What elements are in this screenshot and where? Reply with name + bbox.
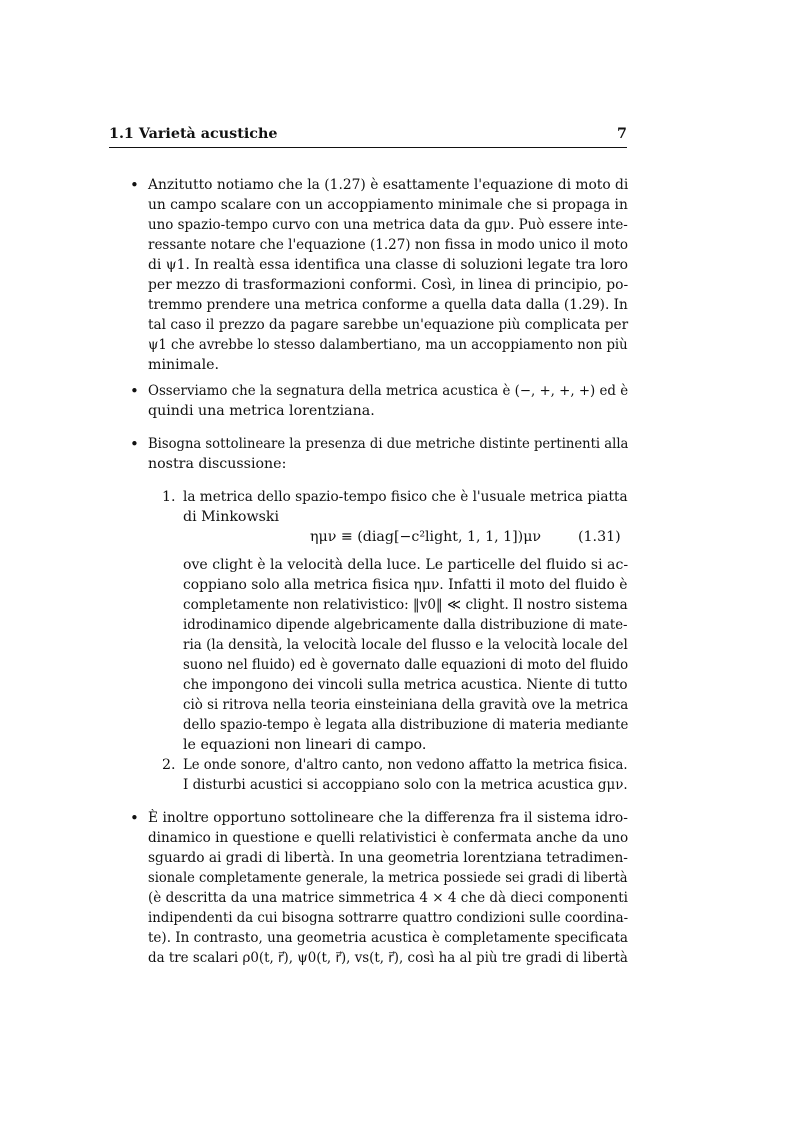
text-line: dinamico in questione e quelli relativistici è confermata anche da uno	[148, 830, 629, 846]
running-header	[109, 124, 627, 144]
text-line: di Minkowski	[183, 509, 280, 525]
text-line: completamente non relativistico: ‖v0‖ ≪ clight. Il nostro sistema	[183, 597, 628, 613]
text-line: Le onde sonore, d'altro canto, non vedono affatto la metrica fisica.	[183, 757, 628, 773]
section-title: 1.1 Varietà acustiche	[109, 126, 278, 142]
text-line: da tre scalari ρ0(t, r⃗), ψ0(t, r⃗), vs(t, r⃗), così ha al più tre gradi di libertà	[148, 950, 628, 966]
text-line: tremmo prendere una metrica conforme a quella data dalla (1.29). In	[148, 297, 628, 313]
bullet-marker: •	[130, 176, 139, 194]
bullet-marker: •	[130, 382, 139, 400]
text-line: I disturbi acustici si accoppiano solo con la metrica acustica gμν.	[183, 777, 628, 793]
text-line: tal caso il prezzo da pagare sarebbe un'equazione più complicata per	[148, 317, 629, 333]
equation: ημν ≡ (diag[−c²light, 1, 1, 1])μν	[310, 529, 542, 545]
text-line: È inoltre opportuno sottolineare che la differenza fra il sistema idro-	[148, 810, 628, 826]
text-line: idrodinamico dipende algebricamente dalla distribuzione di mate-	[183, 617, 628, 633]
text-line: ria (la densità, la velocità locale del flusso e la velocità locale del	[183, 637, 628, 653]
bullet-marker: •	[130, 435, 139, 453]
page-number: 7	[617, 126, 627, 142]
text-line: sionale completamente generale, la metrica possiede sei gradi di libertà	[148, 870, 628, 886]
text-line: nostra discussione:	[148, 456, 287, 472]
text-line: suono nel fluido) ed è governato dalle equazioni di moto del fluido	[183, 657, 629, 673]
enum-marker: 1.	[162, 489, 176, 505]
text-line: che impongono dei vincoli sulla metrica acustica. Niente di tutto	[183, 677, 628, 693]
text-line: ressante notare che l'equazione (1.27) non fissa in modo unico il moto	[148, 237, 629, 253]
text-line: indipendenti da cui bisogna sottrarre quattro condizioni sulle coordina-	[148, 910, 629, 926]
text-line: (è descritta da una matrice simmetrica 4 × 4 che dà dieci componenti	[148, 890, 628, 906]
text-line: Bisogna sottolineare la presenza di due metriche distinte pertinenti alla	[148, 436, 629, 452]
equation-number: (1.31)	[578, 529, 621, 545]
text-line: uno spazio-tempo curvo con una metrica data da gμν. Può essere inte-	[148, 217, 628, 233]
text-line: quindi una metrica lorentziana.	[148, 403, 375, 419]
text-line: un campo scalare con un accoppiamento minimale che si propaga in	[148, 197, 628, 213]
text-line: te). In contrasto, una geometria acustica è completamente specificata	[148, 930, 628, 946]
text-line: Anzitutto notiamo che la (1.27) è esattamente l'equazione di moto di	[148, 177, 629, 193]
text-line: le equazioni non lineari di campo.	[183, 737, 427, 753]
text-line: ove clight è la velocità della luce. Le particelle del fluido si ac-	[183, 557, 629, 573]
text-line: la metrica dello spazio-tempo fisico che è l'usuale metrica piatta	[183, 489, 628, 505]
header-rule	[109, 147, 627, 148]
enum-marker: 2.	[162, 757, 176, 773]
text-line: minimale.	[148, 357, 220, 373]
text-line: ψ1 che avrebbe lo stesso dalambertiano, ma un accoppiamento non più	[148, 337, 628, 353]
text-line: sguardo ai gradi di libertà. In una geometria lorentziana tetradimen-	[148, 850, 628, 866]
text-line: di ψ1. In realtà essa identifica una classe di soluzioni legate tra loro	[148, 257, 629, 273]
bullet-marker: •	[130, 809, 139, 827]
text-line: per mezzo di trasformazioni conformi. Così, in linea di principio, po-	[148, 277, 629, 293]
text-line: ciò si ritrova nella teoria einsteiniana della gravità ove la metrica	[183, 697, 629, 713]
text-line: dello spazio-tempo è legata alla distribuzione di materia mediante	[183, 717, 629, 733]
text-line: Osserviamo che la segnatura della metrica acustica è (−, +, +, +) ed è	[148, 383, 629, 399]
text-line: coppiano solo alla metrica fisica ημν. Infatti il moto del fluido è	[183, 577, 628, 593]
